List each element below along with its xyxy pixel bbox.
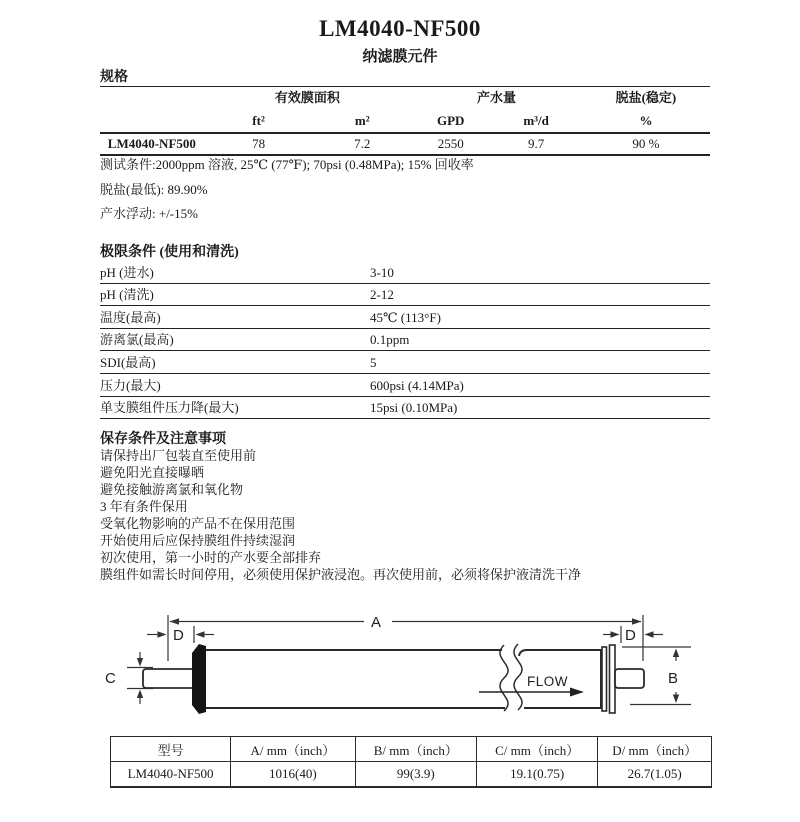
- limit-label: SDI(最高): [100, 354, 156, 370]
- specs-data-row: [100, 133, 710, 155]
- specs-table: [100, 86, 710, 156]
- flow-variation-note: 产水浮动: +/-15%: [100, 206, 198, 221]
- specs-col-m3d: m³/d: [490, 109, 582, 133]
- specs-group-header-row: [100, 87, 710, 109]
- dimensions-data-row: [111, 762, 712, 788]
- membrane-element-body: [143, 644, 644, 714]
- storage-line: 避免阳光直接曝晒: [100, 465, 205, 480]
- storage-line: 受氧化物影响的产品不在保用范围: [100, 516, 296, 531]
- right-permeate-tube-stub: [615, 669, 644, 688]
- limit-row: [100, 374, 710, 397]
- limits-heading: 极限条件 (使用和清洗): [100, 245, 239, 260]
- limit-label: pH (清洗): [100, 287, 154, 303]
- dims-model-cell: LM4040-NF500: [111, 762, 231, 788]
- dims-header-d: D/ mm（inch）: [598, 737, 712, 762]
- limit-label: 压力(最大): [100, 377, 161, 393]
- limit-label: 单支膜组件压力降(最大): [100, 400, 239, 416]
- specs-group-salt: 脱盐(稳定): [615, 90, 677, 105]
- specs-group-area: 有效膜面积: [274, 90, 340, 105]
- limit-row: [100, 329, 710, 352]
- test-conditions-note: 测试条件:2000ppm 溶液, 25℃ (77℉); 70psi (0.48MPa); 15% 回收率: [100, 157, 474, 172]
- dims-c-cell: 19.1(0.75): [476, 762, 597, 788]
- specs-m2-cell: 7.2: [313, 133, 411, 155]
- limit-value: 3-10: [370, 264, 394, 280]
- dims-header-c: C/ mm（inch）: [476, 737, 597, 762]
- break-squiggle: [514, 644, 522, 710]
- dims-header-a: A/ mm（inch）: [231, 737, 355, 762]
- break-squiggle: [500, 645, 508, 711]
- min-rejection-note: 脱盐(最低): 89.90%: [100, 182, 208, 197]
- limit-row: [100, 397, 710, 420]
- specs-ft2-cell: 78: [204, 133, 314, 155]
- specs-subheader-row: [100, 109, 710, 133]
- storage-line: 3 年有条件保用: [100, 499, 188, 514]
- specs-col-salt-unit: %: [582, 109, 710, 133]
- dim-label-b: B: [668, 670, 679, 687]
- limit-row: [100, 261, 710, 284]
- limit-row: [100, 351, 710, 374]
- specs-col-ft2: ft²: [204, 109, 314, 133]
- storage-line: 开始使用后应保持膜组件持续湿润: [100, 533, 296, 548]
- dimensions-header-row: [111, 737, 712, 762]
- dims-b-cell: 99(3.9): [355, 762, 476, 788]
- limit-row: [100, 284, 710, 307]
- storage-heading: 保存条件及注意事项: [100, 432, 226, 447]
- storage-line: 膜组件如需长时间停用，必须使用保护液浸泡。再次使用前，必须将保护液清洗干净: [100, 567, 582, 582]
- limit-label: pH (进水): [100, 264, 154, 280]
- dimension-arrowheads: [137, 618, 679, 703]
- dimensions-table: [110, 736, 712, 788]
- storage-line: 避免接触游离氯和氧化物: [100, 482, 244, 497]
- flow-label: FLOW: [527, 674, 568, 689]
- specs-group-flow: 产水量: [476, 90, 516, 105]
- dims-a-cell: 1016(40): [231, 762, 355, 788]
- limit-value: 2-12: [370, 287, 394, 303]
- specs-gpd-cell: 2550: [411, 133, 490, 155]
- brine-seal: [192, 644, 206, 714]
- dim-label-d-right: D: [625, 627, 636, 644]
- page-title: LM4040-NF500: [319, 16, 481, 41]
- dim-label-d-left: D: [173, 627, 184, 644]
- limit-label: 温度(最高): [100, 309, 161, 325]
- page-subtitle: 纳滤膜元件: [362, 49, 438, 65]
- storage-line: 初次使用，第一小时的产水要全部排弃: [100, 550, 322, 565]
- left-permeate-tube-stub: [143, 669, 195, 688]
- limit-value: 5: [370, 354, 377, 370]
- limit-label: 游离氯(最高): [100, 332, 174, 348]
- storage-line: 请保持出厂包装直至使用前: [100, 448, 257, 463]
- limit-row: [100, 306, 710, 329]
- end-cap-ring: [602, 647, 607, 711]
- limit-value: 0.1ppm: [370, 332, 410, 348]
- limit-value: 45℃ (113°F): [370, 309, 441, 325]
- spacer-cell: [100, 87, 204, 109]
- membrane-element-diagram: [0, 610, 800, 755]
- dim-label-c: C: [105, 670, 116, 687]
- specs-m3d-cell: 9.7: [490, 133, 582, 155]
- spacer-cell: [100, 109, 204, 133]
- dims-header-b: B/ mm（inch）: [355, 737, 476, 762]
- flow-arrowhead: [570, 688, 584, 697]
- specs-heading: 规格: [100, 70, 128, 85]
- dims-d-cell: 26.7(1.05): [598, 762, 712, 788]
- limit-value: 15psi (0.10MPa): [370, 400, 458, 416]
- specs-col-gpd: GPD: [411, 109, 490, 133]
- specs-salt-cell: 90 %: [582, 133, 710, 155]
- limits-table: [100, 261, 710, 419]
- specs-model-cell: LM4040-NF500: [100, 133, 204, 155]
- dim-label-a: A: [371, 614, 382, 631]
- specs-col-m2: m²: [313, 109, 411, 133]
- dims-header-model: 型号: [111, 737, 231, 762]
- limit-value: 600psi (4.14MPa): [370, 377, 464, 393]
